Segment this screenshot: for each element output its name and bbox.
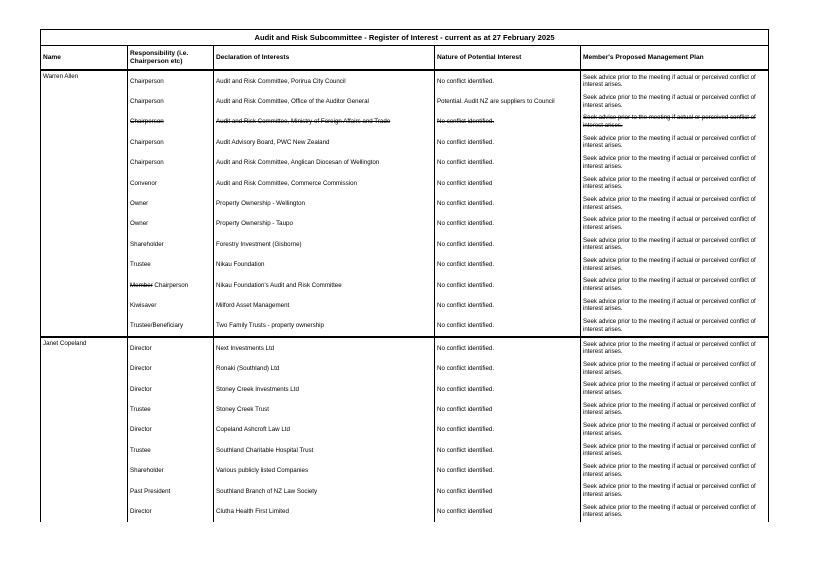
- declaration-cell: Clutha Health First Limited: [214, 501, 435, 521]
- nature-cell: No conflict identified: [435, 399, 581, 419]
- table-row: [41, 481, 769, 501]
- table-row: [41, 255, 769, 275]
- declaration-cell: Copeland Ashcroft Law Ltd: [214, 420, 435, 440]
- table-row: [41, 70, 769, 91]
- declaration-cell: Audit and Risk Committee, Porirua City Council: [214, 70, 435, 91]
- plan-cell: Seek advice prior to the meeting if actual or perceived conflict of interest arises.: [581, 173, 769, 193]
- header-declaration: Declaration of Interests: [214, 46, 435, 71]
- declaration-cell: Ronaki (Southland) Ltd: [214, 358, 435, 378]
- declaration-cell: Audit Advisory Board, PWC New Zealand: [214, 132, 435, 152]
- responsibility-cell: Director: [128, 337, 214, 358]
- nature-cell: No conflict identified.: [435, 153, 581, 173]
- table-row: [41, 153, 769, 173]
- table-row: [41, 91, 769, 111]
- declaration-cell: Two Family Trusts - property ownership: [214, 316, 435, 337]
- nature-cell: Potential. Audit NZ are suppliers to Council: [435, 91, 581, 111]
- declaration-cell: Property Ownership - Wellington: [214, 193, 435, 213]
- plan-cell: Seek advice prior to the meeting if actual or perceived conflict of interest arises.: [581, 481, 769, 501]
- plan-cell: Seek advice prior to the meeting if actual or perceived conflict of interest arises.: [581, 132, 769, 152]
- declaration-cell: Audit and Risk Committee, Office of the Auditor General: [214, 91, 435, 111]
- table-row: [41, 173, 769, 193]
- plan-cell: Seek advice prior to the meeting if actual or perceived conflict of interest arises.: [581, 214, 769, 234]
- declaration-cell: Nikau Foundation: [214, 255, 435, 275]
- table-row: [41, 358, 769, 378]
- table-row: [41, 420, 769, 440]
- plan-cell: Seek advice prior to the meeting if actual or perceived conflict of interest arises.: [581, 337, 769, 358]
- declaration-cell: Various publicly listed Companies: [214, 460, 435, 480]
- table-row: [41, 193, 769, 213]
- table-row: [41, 214, 769, 234]
- table-row: [41, 132, 769, 152]
- plan-cell: Seek advice prior to the meeting if actual or perceived conflict of interest arises.: [581, 255, 769, 275]
- header-name: Name: [41, 46, 128, 71]
- nature-cell: No conflict identified.: [435, 275, 581, 295]
- table-row: [41, 337, 769, 358]
- declaration-cell: Audit and Risk Committee, Ministry of Foreign Affairs and Trade: [214, 112, 435, 132]
- responsibility-cell: Member Chairperson: [128, 275, 214, 295]
- responsibility-cell: Trustee: [128, 255, 214, 275]
- responsibility-cell: Chairperson: [128, 153, 214, 173]
- nature-cell: No conflict identified: [435, 173, 581, 193]
- responsibility-cell: Owner: [128, 214, 214, 234]
- declaration-cell: Nikau Foundation's Audit and Risk Committee: [214, 275, 435, 295]
- member-name: Janet Copeland: [41, 337, 128, 522]
- plan-cell: Seek advice prior to the meeting if actual or perceived conflict of interest arises.: [581, 295, 769, 315]
- plan-cell: Seek advice prior to the meeting if actual or perceived conflict of interest arises.: [581, 440, 769, 460]
- plan-cell: Seek advice prior to the meeting if actual or perceived conflict of interest arises.: [581, 501, 769, 521]
- declaration-cell: Forestry Investment (Gisborne): [214, 234, 435, 254]
- header-row: [41, 46, 769, 71]
- responsibility-cell: Trustee/Beneficiary: [128, 316, 214, 337]
- nature-cell: No conflict identified.: [435, 70, 581, 91]
- nature-cell: No conflict identified.: [435, 358, 581, 378]
- nature-cell: No conflict identified.: [435, 255, 581, 275]
- responsibility-cell: Owner: [128, 193, 214, 213]
- table-row: [41, 501, 769, 521]
- plan-cell: Seek advice prior to the meeting if actual or perceived conflict of interest arises.: [581, 358, 769, 378]
- table-row: [41, 460, 769, 480]
- table-row: [41, 440, 769, 460]
- responsibility-cell: Director: [128, 379, 214, 399]
- declaration-cell: Audit and Risk Committee, Commerce Commission: [214, 173, 435, 193]
- responsibility-cell: Director: [128, 420, 214, 440]
- plan-cell: Seek advice prior to the meeting if actual or perceived conflict of interest arises.: [581, 193, 769, 213]
- responsibility-cell: Director: [128, 358, 214, 378]
- register-sheet: [40, 29, 768, 522]
- declaration-cell: Property Ownership - Taupo: [214, 214, 435, 234]
- nature-cell: No conflict identified.: [435, 295, 581, 315]
- nature-cell: No conflict identified.: [435, 420, 581, 440]
- responsibility-cell: Past President: [128, 481, 214, 501]
- table-row: [41, 234, 769, 254]
- nature-cell: No conflict identified.: [435, 379, 581, 399]
- declaration-cell: Southland Branch of NZ Law Society: [214, 481, 435, 501]
- document-title: Audit and Risk Subcommittee - Register of Interest - current as at 27 February 2025: [41, 30, 769, 46]
- responsibility-cell: Convenor: [128, 173, 214, 193]
- plan-cell: Seek advice prior to the meeting if actual or perceived conflict of interest arises.: [581, 153, 769, 173]
- responsibility-cell: Trustee: [128, 399, 214, 419]
- nature-cell: No conflict identified.: [435, 440, 581, 460]
- nature-cell: No conflict identified.: [435, 234, 581, 254]
- responsibility-cell: Chairperson: [128, 70, 214, 91]
- responsibility-cell: Chairperson: [128, 132, 214, 152]
- declaration-cell: Southland Charitable Hospital Trust: [214, 440, 435, 460]
- table-row: [41, 295, 769, 315]
- plan-cell: Seek advice prior to the meeting if actual or perceived conflict of interest arises.: [581, 112, 769, 132]
- nature-cell: No conflict identified: [435, 501, 581, 521]
- table-row: [41, 399, 769, 419]
- plan-cell: Seek advice prior to the meeting if actual or perceived conflict of interest arises.: [581, 234, 769, 254]
- responsibility-cell: Shareholder: [128, 460, 214, 480]
- title-row: [41, 30, 769, 46]
- declaration-cell: Stoney Creek Investments Ltd: [214, 379, 435, 399]
- plan-cell: Seek advice prior to the meeting if actual or perceived conflict of interest arises.: [581, 420, 769, 440]
- plan-cell: Seek advice prior to the meeting if actual or perceived conflict of interest arises.: [581, 460, 769, 480]
- responsibility-cell: Chairperson: [128, 112, 214, 132]
- plan-cell: Seek advice prior to the meeting if actual or perceived conflict of interest arises.: [581, 91, 769, 111]
- plan-cell: Seek advice prior to the meeting if actual or perceived conflict of interest arises.: [581, 70, 769, 91]
- header-nature: Nature of Potential Interest: [435, 46, 581, 71]
- member-name: Warren Allen: [41, 70, 128, 337]
- table-row: [41, 275, 769, 295]
- nature-cell: No conflict identified.: [435, 316, 581, 337]
- declaration-cell: Stoney Creek Trust: [214, 399, 435, 419]
- declaration-cell: Next Investments Ltd: [214, 337, 435, 358]
- table-row: [41, 316, 769, 337]
- plan-cell: Seek advice prior to the meeting if actual or perceived conflict of interest arises.: [581, 399, 769, 419]
- nature-cell: No conflict identified.: [435, 193, 581, 213]
- responsibility-cell: Trustee: [128, 440, 214, 460]
- plan-cell: Seek advice prior to the meeting if actual or perceived conflict of interest arises.: [581, 379, 769, 399]
- table-row: [41, 112, 769, 132]
- plan-cell: Seek advice prior to the meeting if actual or perceived conflict of interest arises.: [581, 316, 769, 337]
- nature-cell: No conflict identified: [435, 481, 581, 501]
- struck-text: Member: [130, 281, 153, 289]
- responsibility-cell: Chairperson: [128, 91, 214, 111]
- responsibility-cell: Kiwisaver: [128, 295, 214, 315]
- declaration-cell: Audit and Risk Committee, Anglican Diocesan of Wellington: [214, 153, 435, 173]
- nature-cell: No conflict identified.: [435, 214, 581, 234]
- header-plan: Member's Proposed Management Plan: [581, 46, 769, 71]
- nature-cell: No conflict identified.: [435, 337, 581, 358]
- responsibility-cell: Shareholder: [128, 234, 214, 254]
- header-responsibility: Responsibility (i.e. Chairperson etc): [128, 46, 214, 71]
- nature-cell: No conflict identified.: [435, 460, 581, 480]
- nature-cell: No conflict identified.: [435, 112, 581, 132]
- responsibility-cell: Director: [128, 501, 214, 521]
- declaration-cell: Milford Asset Management: [214, 295, 435, 315]
- nature-cell: No conflict identified.: [435, 132, 581, 152]
- table-row: [41, 379, 769, 399]
- plan-cell: Seek advice prior to the meeting if actual or perceived conflict of interest arises.: [581, 275, 769, 295]
- register-table: [40, 29, 769, 522]
